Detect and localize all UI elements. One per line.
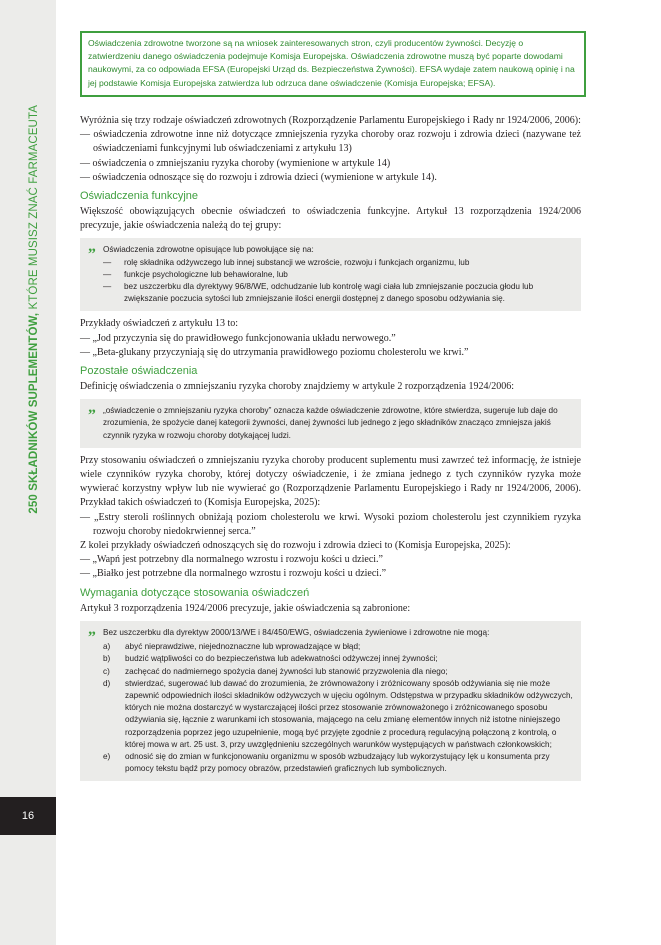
list-item: — „Jod przyczynia się do prawidłowego funkcjonowania układu nerwowego.” xyxy=(80,332,396,344)
children-intro: Z kolei przykłady oświadczeń odnoszących się do rozwoju i zdrowia dzieci to (Komisja Europejska, 2025): xyxy=(80,540,511,552)
quote-lead: Oświadczenia zdrowotne opisujące lub powołujące się na: xyxy=(103,245,314,255)
list-item: — „Estry steroli roślinnych obniżają poziom cholesterolu we krwi. Wysoki poziom cholesterolu jest czynnikiem ryzyka rozwoju choroby niedokrwiennej serca.” xyxy=(80,511,582,537)
quote-lead: Bez uszczerbku dla dyrektyw 2000/13/WE i 84/450/EWG, oświadczenia żywieniowe i zdrowotne nie mogą: xyxy=(103,627,490,637)
heading-requirements: Wymagania dotyczące stosowania oświadczeń xyxy=(80,586,310,599)
definition-intro: Definicję oświadczenia o zmniejszaniu ryzyka choroby znajdziemy w artykule 2 rozporządzenia 1924/2006: xyxy=(80,381,514,393)
quote-list-item: — bez uszczerbku dla dyrektywy 96/8/WE, odchudzanie lub kontrolę wagi ciała lub zmniejszanie poczucia głodu lub zwiększanie poczucia sytości lub zmniejszanie ilości energii dostępnej z danego sposobu odżywiania się. xyxy=(103,282,534,304)
quote-article-3 xyxy=(80,621,581,781)
quote-list-item: d) stwierdzać, sugerować lub dawać do zrozumienia, że zrównoważony i zróżnicowany sposób odżywiania się nie może zapewnić odpowiednich ilości składników odżywczych w ujęciu ogólnym. Odstępstwa w przypadku składników odżywczych, których nie można dostarczyć w wystarczającej ilości przez stosowanie zrównoważonego i zróżnicowanego sposobu odżywiania się, łącznie z warunkami ich stosowania, mającego na celu zmianę elementów innych niż istotne niniejszego rozporządzenia poprzez jego uzupełnienie, mogą być przyjęte zgodnie z procedurą regulacyjną połączoną z kontrolą, o której mowa w art. 25 ust. 3, przy uwzględnieniu szczególnych warunków występujących w państwach członkowskich; xyxy=(103,678,573,749)
quote-list-item: c) zachęcać do nadmiernego spożycia danej żywności lub stanowić przyzwolenia dla niego; xyxy=(103,666,448,676)
sidebar xyxy=(0,0,56,945)
quote-list-item: e) odnosić się do zmian w funkcjonowaniu organizmu w sposób wzbudzający lub wykorzystujący lęk u konsumenta przy pomocy tekstu bądź przy pomocy obrazów, przedstawień graficznych lub symbolicznych. xyxy=(103,751,550,774)
running-title-bold: 250 SKŁADNIKÓW SUPLEMENTÓW, xyxy=(28,312,40,514)
list-item: — „Białko jest potrzebne dla normalnego wzrostu i rozwoju kości u dzieci.” xyxy=(80,568,387,580)
examples-intro: Przykłady oświadczeń z artykułu 13 to: xyxy=(80,318,239,330)
quote-mark-icon: „ xyxy=(88,620,96,638)
intro-box: Oświadczenia zdrowotne tworzone są na wniosek zainteresowanych stron, czyli producentów żywności. Decyzję o zatwierdzeniu danego oświadczenia podejmuje Komisja Europejska. Oświadczenia zdrowotne muszą być poparte dowodami naukowymi, za co odpowiada EFSA (Europejski Urząd ds. Bezpieczeństwa Żywności). EFSA wydaje zatem naukową opinię i na jej podstawie Komisja Europejska zatwierdza lub odrzuca dane oświadczenie (Komisja Europejska; EFSA). xyxy=(80,31,586,97)
list-item: — „Wapń jest potrzebny dla normalnego wzrostu i rozwoju kości u dzieci.” xyxy=(80,554,383,566)
quote-definition xyxy=(80,399,581,448)
heading-other-claims: Pozostałe oświadczenia xyxy=(80,365,198,378)
risk-paragraph: Przy stosowaniu oświadczeń o zmniejszaniu ryzyka choroby producent suplementu musi zawrzeć też informację, że istnieje wiele czynników ryzyka choroby, której dotyczy oświadczenie, i że zmiana jednego z tych czynników ryzyka może wywierać korzystny wpływ lub nie wywierać go (Rozporządzenie Parlamentu Europejskiego i Rady nr 1924/2006, 2006). Przykład takich oświadczeń to (Komisja Europejska, 2025): xyxy=(80,454,581,509)
running-title xyxy=(28,105,40,514)
quote-text: „oświadczenie o zmniejszaniu ryzyka choroby” oznacza każde oświadczenie zdrowotne, które stwierdza, sugeruje lub daje do zrozumienia, że spożycie danej kategorii żywności, danej żywności lub jednego z jego składników znacząco zmniejsza jakiś czynnik ryzyka w rozwoju choroby dotykającej ludzi. xyxy=(103,406,558,440)
quote-mark-icon: „ xyxy=(88,399,96,417)
quote-list-item: a) abyć nieprawdziwe, niejednoznaczne lub wprowadzające w błąd; xyxy=(103,642,361,652)
quote-list-item: b) budzić wątpliwości co do bezpieczeństwa lub adekwatności odżywczej innej żywności; xyxy=(103,654,438,664)
main-content xyxy=(80,114,581,787)
list-item: — oświadczenia o zmniejszaniu ryzyka choroby (wymienione w artykule 14) xyxy=(80,157,391,169)
functional-intro: Większość obowiązujących obecnie oświadczeń to oświadczenia funkcyjne. Artykuł 13 rozporządzenia 1924/2006 precyzuje, jakie oświadczenia należą do tej grupy: xyxy=(80,206,581,232)
page-number: 16 xyxy=(0,797,56,835)
running-title-rest: KTÓRE MUSISZ ZNAĆ FARMACEUTA xyxy=(28,105,40,313)
quote-list-item: — funkcje psychologiczne lub behawioralne, lub xyxy=(103,269,288,279)
list-item: — oświadczenia odnoszące się do rozwoju i zdrowia dzieci (wymienione w artykule 14). xyxy=(80,171,437,183)
list-item: — oświadczenia zdrowotne inne niż dotyczące zmniejszenia ryzyka choroby oraz rozwoju i zdrowia dzieci (nazywane też oświadczeniami funkcyjnymi lub oświadczeniami z artykułu 13) xyxy=(80,129,581,155)
quote-list-item: — rolę składnika odżywczego lub innej substancji we wzroście, rozwoju i funkcjach organizmu, lub xyxy=(103,257,470,267)
list-item: — „Beta-glukany przyczyniają się do utrzymania prawidłowego poziomu cholesterolu we krwi.” xyxy=(80,346,469,358)
heading-functional-claims: Oświadczenia funkcyjne xyxy=(80,190,199,203)
requirements-intro: Artykuł 3 rozporządzenia 1924/2006 precyzuje, jakie oświadczenia są zabronione: xyxy=(80,602,411,614)
quote-mark-icon: „ xyxy=(88,238,96,256)
quote-article-13 xyxy=(80,238,581,311)
types-intro: Wyróżnia się trzy rodzaje oświadczeń zdrowotnych (Rozporządzenie Parlamentu Europejskiego i Rady nr 1924/2006, 2006): xyxy=(80,115,581,126)
